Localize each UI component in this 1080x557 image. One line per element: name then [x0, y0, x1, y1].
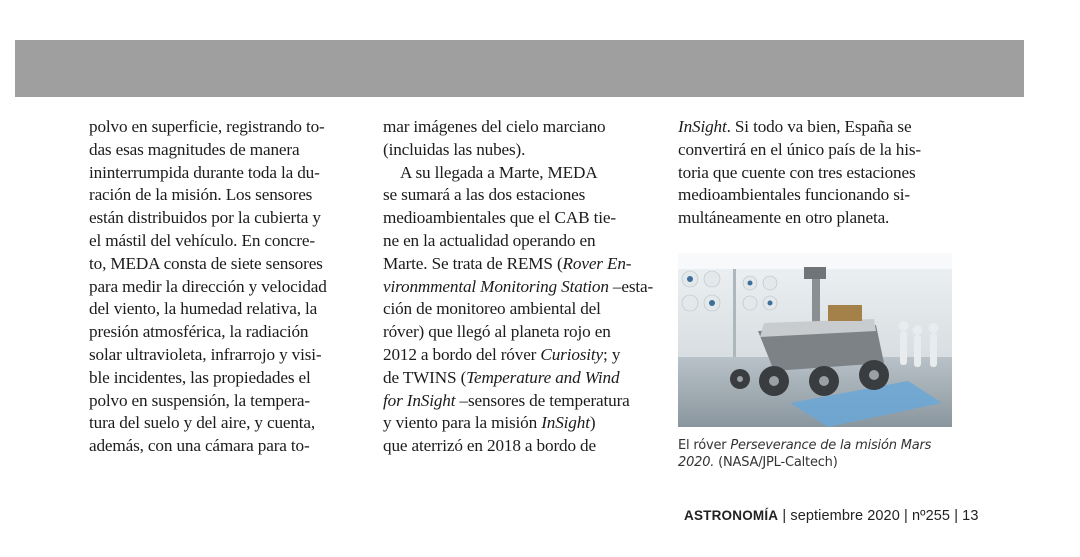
text-segment: convertirá en el único país de la his- — [678, 139, 921, 159]
text-segment: además, con una cámara para to- — [89, 436, 310, 456]
column2-line — [383, 367, 661, 390]
column1-line — [89, 298, 359, 321]
text-segment: ne en la actualidad operando en — [383, 230, 596, 250]
column2-line — [383, 253, 661, 276]
text-segment: presión atmosférica, la radiación — [89, 322, 309, 342]
text-segment: to, MEDA consta de siete sensores — [89, 253, 323, 273]
text-segment: polvo en suspensión, la tempera- — [89, 390, 310, 410]
column1-line — [89, 116, 359, 139]
column2-line — [383, 412, 661, 435]
italic-text: Perseverance de la misión Mars — [730, 438, 932, 453]
text-segment: ) — [589, 413, 596, 433]
text-segment: mar imágenes del cielo marciano — [383, 117, 606, 136]
rover-photo-illustration — [678, 253, 952, 427]
text-segment: tura del suelo y del aire, y cuenta, — [89, 413, 316, 433]
italic-text: Temperature and Wind — [466, 367, 620, 387]
column1-line — [89, 139, 359, 162]
text-segment: multáneamente en otro planeta. — [678, 208, 890, 228]
column1-line — [89, 344, 359, 367]
caption-line — [678, 437, 968, 454]
text-segment: medioambientales que el CAB tie- — [383, 208, 616, 228]
text-segment: ración de la misión. Los sensores — [89, 185, 313, 205]
italic-text: Rover En- — [562, 253, 632, 273]
text-segment: el mástil del vehículo. En concre- — [89, 230, 315, 250]
column2-line — [383, 276, 661, 299]
text-segment: A su llegada a Marte, MEDA — [400, 162, 598, 182]
column2-line — [383, 435, 661, 458]
column1-line — [89, 253, 359, 276]
italic-text: InSight — [541, 413, 590, 433]
text-segment: das esas magnitudes de manera — [89, 139, 300, 159]
column1-line — [89, 162, 359, 185]
text-segment: Marte. Se trata de REMS ( — [383, 253, 563, 273]
column2-line — [383, 344, 661, 367]
column2-line — [383, 116, 661, 139]
column2-line — [383, 139, 661, 162]
column1-line — [89, 276, 359, 299]
column2-line — [383, 321, 661, 344]
text-segment: ; y — [603, 344, 621, 364]
column1-line — [89, 184, 359, 207]
column1-line — [89, 435, 359, 458]
column3-line — [678, 207, 958, 230]
column1-line — [89, 207, 359, 230]
column3-line — [678, 116, 958, 139]
column2-line — [383, 184, 661, 207]
italic-text: InSight — [678, 117, 727, 136]
text-segment: que aterrizó en 2018 a bordo de — [383, 436, 596, 456]
text-segment: de TWINS ( — [383, 367, 467, 387]
column1-line — [89, 230, 359, 253]
italic-text: 2020. — [678, 455, 715, 471]
text-segment: El róver — [678, 438, 731, 453]
column3-line — [678, 184, 958, 207]
italic-text: vironmmental Monitoring Station — [383, 276, 609, 296]
photo-caption — [678, 437, 968, 472]
text-segment: róver) que llegó al planeta rojo en — [383, 322, 611, 342]
text-segment: –sensores de temperatura — [455, 390, 630, 410]
text-segment: solar ultravioleta, infrarrojo y visi- — [89, 344, 322, 364]
text-segment: –esta- — [608, 276, 654, 296]
column1-line — [89, 321, 359, 344]
text-segment: toria que cuente con tres estaciones — [678, 162, 916, 182]
column2-line — [383, 207, 661, 230]
column1-line — [89, 390, 359, 413]
column3-line — [678, 139, 958, 162]
text-segment: se sumará a las dos estaciones — [383, 185, 586, 205]
rover-photo — [678, 253, 952, 427]
text-segment: medioambientales funcionando si- — [678, 185, 910, 205]
column-3 — [678, 116, 958, 230]
text-segment: polvo en superficie, registrando to- — [89, 117, 325, 136]
text-segment: del viento, la humedad relativa, la — [89, 299, 318, 319]
column1-line — [89, 412, 359, 435]
caption-line — [678, 454, 968, 471]
italic-text: for InSight — [383, 390, 456, 410]
column-1 — [89, 116, 359, 458]
text-segment: (NASA/JPL-Caltech) — [714, 455, 838, 471]
text-segment: ción de monitoreo ambiental del — [383, 299, 601, 319]
column2-line — [383, 298, 661, 321]
text-segment: ble incidentes, las propiedades el — [89, 367, 311, 387]
text-segment: ininterrumpida durante toda la du- — [89, 162, 320, 182]
text-segment: para medir la dirección y velocidad — [89, 276, 327, 296]
column3-line — [678, 162, 958, 185]
text-segment: 2012 a bordo del róver — [383, 344, 541, 364]
magazine-name: ASTRONOMÍA — [684, 508, 779, 523]
text-segment: (incluidas las nubes). — [383, 139, 526, 159]
column-2 — [383, 116, 661, 458]
column2-line — [383, 230, 661, 253]
column2-line — [383, 390, 661, 413]
italic-text: Curiosity — [540, 344, 604, 364]
text-segment: están distribuidos por la cubierta y — [89, 208, 321, 228]
issue-info: | septiembre 2020 | nº255 | 13 — [778, 508, 979, 524]
column2-line — [383, 162, 661, 185]
text-segment: y viento para la misión — [383, 413, 542, 433]
column1-line — [89, 367, 359, 390]
text-segment: . Si todo va bien, España se — [726, 117, 912, 136]
header-band — [15, 40, 1024, 97]
page-footer — [684, 508, 979, 524]
